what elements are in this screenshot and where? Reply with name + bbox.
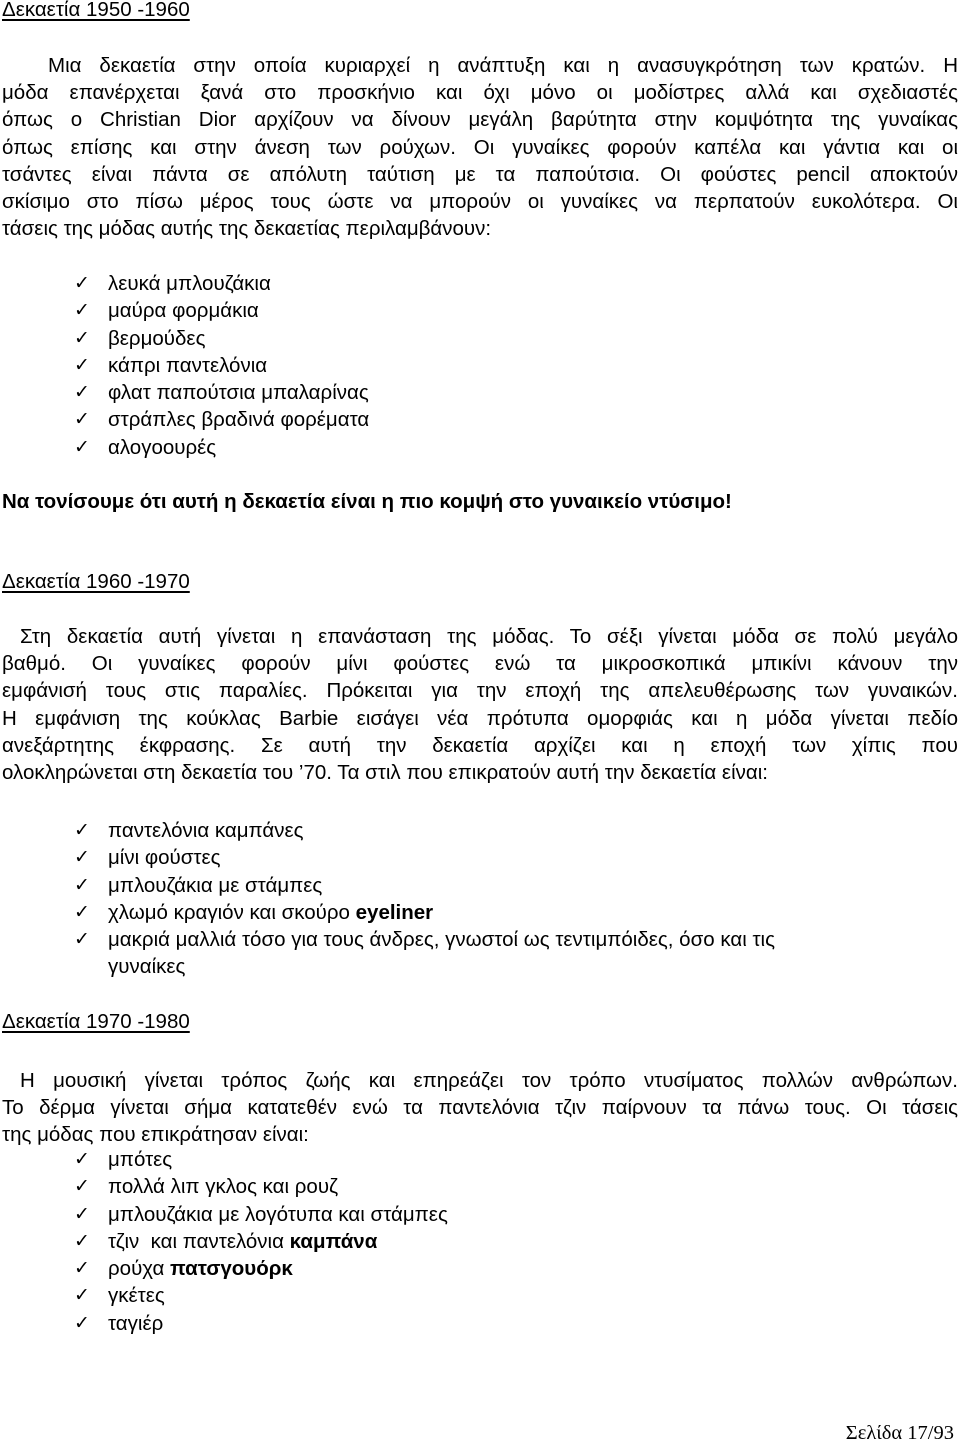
bold-term: eyeliner — [355, 900, 434, 924]
list-item: ✓ μίνι φούστες — [74, 844, 775, 871]
check-mark-icon: ✓ — [74, 435, 90, 458]
paragraph-line: όπως ο Christian Dior αρχίζουν να δίνουν μεγάλη βαρύτητα στην κομψότητα της γυναίκας — [2, 108, 958, 132]
paragraph-line: εμφάνισή τους στις παραλίες. Πρόκειται για την εποχή της απελευθέρωσης των γυναικών. — [2, 679, 958, 703]
list-item: ✓ τζιν και παντελόνια καμπάνα — [74, 1228, 448, 1255]
check-mark-icon: ✓ — [74, 1148, 90, 1170]
list-item: ✓ ρούχα πατσγουόρκ — [74, 1255, 448, 1282]
bold-term: πατσγουόρκ — [170, 1257, 293, 1281]
section3-paragraph — [20, 1067, 958, 1094]
check-mark-icon: ✓ — [74, 381, 90, 404]
paragraph-line: βαθμό. Οι γυναίκες φορούν μίνι φούστες ενώ τα μικροσκοπικά μπικίνι κάνουν την — [2, 652, 958, 675]
paragraph-line: ολοκληρώνεται στη δεκαετία του ’70. Τα στιλ που επικρατούν αυτή την δεκαετία είναι: — [2, 761, 768, 785]
list-item-continuation: γυναίκες — [108, 955, 186, 979]
section3-paragraph-cont — [2, 1094, 958, 1149]
list-item: ✓ αλογοουρές — [74, 434, 369, 461]
check-mark-icon: ✓ — [74, 928, 90, 951]
section-heading-1960: Δεκαετία 1960 -1970 — [2, 570, 190, 593]
section1-paragraph-cont — [2, 79, 958, 243]
list-item: ✓ λευκά μπλουζάκια — [74, 270, 369, 297]
paragraph-line: τσάντες είναι πάντα σε απόλυτη ταύτιση με τα παπούτσια. Οι φούστες pencil αποκτούν — [2, 162, 958, 186]
check-mark-icon: ✓ — [74, 819, 90, 841]
paragraph-line: ανεξάρτητης έκφρασης. Σε αυτή την δεκαετία αρχίζει και η εποχή των χίπις που — [2, 733, 958, 757]
paragraph-line: Στη δεκαετία αυτή γίνεται η επανάσταση της μόδας. Το σέξι γίνεται μόδα σε πολύ μεγάλο — [20, 625, 958, 648]
list-item: ✓ ταγιέρ — [74, 1310, 448, 1337]
list-item: ✓ μπλουζάκια με στάμπες — [74, 872, 775, 899]
list-item: ✓ φλατ παπούτσια μπαλαρίνας — [74, 379, 369, 406]
list-item: ✓ μακριά μαλλιά τόσο για τους άνδρες, γνωστοί ως τεντιμπόιδες, όσο και τις γυναίκες — [74, 928, 775, 979]
list-item: ✓ μπλουζάκια με λογότυπα και στάμπες — [74, 1201, 448, 1228]
section1-emphasis — [2, 488, 958, 515]
paragraph-line: Η εμφάνιση της κούκλας Barbie εισάγει νέα πρότυπα ομορφιάς και η μόδα γίνεται πεδίο — [2, 706, 958, 730]
section2-paragraph — [20, 623, 958, 650]
paragraph-line: Η μουσική γίνεται τρόπος ζωής και επηρεάζει τον τρόπο ντυσίματος πολλών ανθρώπων. — [20, 1069, 958, 1092]
section-heading-1970: Δεκαετία 1970 -1980 — [2, 1010, 190, 1033]
section3-trend-list — [74, 1146, 448, 1337]
check-mark-icon: ✓ — [74, 846, 90, 869]
check-mark-icon: ✓ — [74, 272, 90, 294]
section1-trend-list — [74, 270, 369, 461]
section2-paragraph-cont — [2, 650, 958, 786]
paragraph-line: όπως επίσης και στην άνεση των ρούχων. Οι γυναίκες φορούν καπέλα και γάντια και οι — [2, 135, 958, 159]
list-item: ✓ βερμούδες — [74, 325, 369, 352]
check-mark-icon: ✓ — [74, 1257, 90, 1280]
section1-paragraph — [48, 52, 958, 79]
check-mark-icon: ✓ — [74, 353, 90, 376]
section-heading-1950: Δεκαετία 1950 -1960 — [2, 0, 190, 21]
check-mark-icon: ✓ — [74, 1284, 90, 1307]
check-mark-icon: ✓ — [74, 1202, 90, 1225]
list-item: ✓ στράπλες βραδινά φορέματα — [74, 406, 369, 433]
list-item: ✓ χλωμό κραγιόν και σκούρο eyeliner — [74, 899, 775, 926]
section2-style-list — [74, 817, 775, 981]
check-mark-icon: ✓ — [74, 326, 90, 349]
check-mark-icon: ✓ — [74, 900, 90, 923]
check-mark-icon: ✓ — [74, 1229, 90, 1252]
paragraph-line: σκίσιμο στο πίσω μέρος τους ώστε να μπορούν οι γυναίκες να περπατούν ευκολότερα. Οι — [2, 190, 958, 214]
paragraph-line: Μια δεκαετία στην οποία κυριαρχεί η ανάπτυξη και η ανασυγκρότηση των κρατών. Η — [48, 54, 958, 77]
check-mark-icon: ✓ — [74, 299, 90, 322]
paragraph-line: της μόδας που επικράτησαν είναι: — [2, 1123, 309, 1147]
list-item: ✓ κάπρι παντελόνια — [74, 352, 369, 379]
check-mark-icon: ✓ — [74, 1175, 90, 1198]
page-number: Σελίδα 17/93 — [845, 1422, 954, 1444]
paragraph-line: μόδα επανέρχεται ξανά στο προσκήνιο και όχι μόνο οι μοδίστρες αλλά και σχεδιαστές — [2, 81, 958, 104]
list-item: ✓ πολλά λιπ γκλος και ρουζ — [74, 1173, 448, 1200]
check-mark-icon: ✓ — [74, 408, 90, 431]
paragraph-line: τάσεις της μόδας αυτής της δεκαετίας περιλαμβάνουν: — [2, 217, 492, 241]
list-item: ✓ γκέτες — [74, 1282, 448, 1309]
list-item: ✓ μαύρα φορμάκια — [74, 297, 369, 324]
bold-term: καμπάνα — [289, 1229, 378, 1253]
paragraph-line: Το δέρμα γίνεται σήμα κατατεθέν ενώ τα παντελόνια τζιν παίρνουν τα πάνω τους. Οι τάσεις — [2, 1096, 958, 1119]
list-item: ✓ μπότες — [74, 1146, 448, 1173]
list-item: ✓ παντελόνια καμπάνες — [74, 817, 775, 844]
check-mark-icon: ✓ — [74, 1311, 90, 1334]
check-mark-icon: ✓ — [74, 873, 90, 896]
emphasis-line: Να τονίσουμε ότι αυτή η δεκαετία είναι η πιο κομψή στο γυναικείο ντύσιμο! — [2, 490, 732, 513]
